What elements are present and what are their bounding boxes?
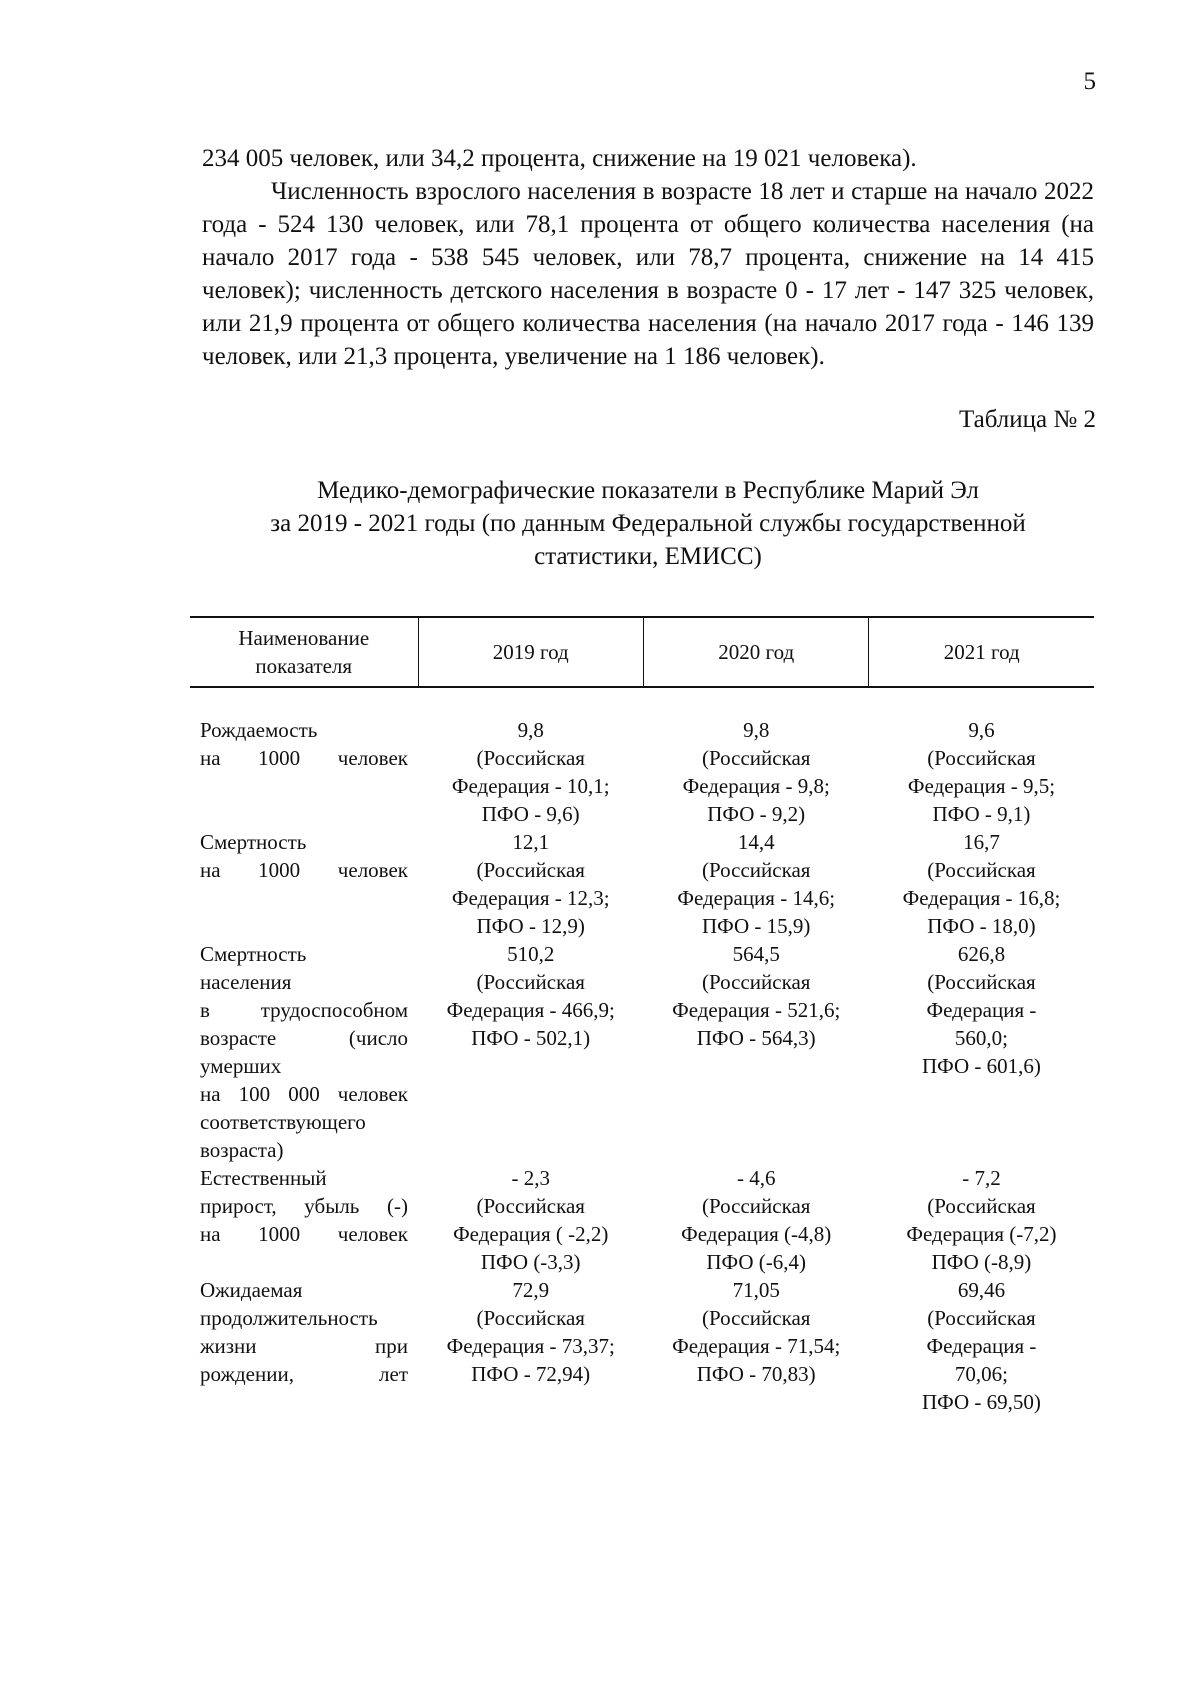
value-cell-2020: [643, 716, 868, 828]
value-line: (Российская: [701, 1194, 811, 1218]
header-year-2020: 2020 год: [643, 617, 868, 687]
indicator-name-line: на 1000 человек: [200, 1222, 408, 1246]
value-line: 626,8: [957, 942, 1006, 966]
table-header-row: [190, 617, 1094, 687]
indicator-name-line: на 1000 человек: [200, 858, 408, 882]
value-line: Федерация -: [926, 998, 1037, 1022]
table-title-line-1: Медико-демографические показатели в Республике Марий Эл: [317, 477, 979, 504]
value-cell-2021: [869, 940, 1094, 1164]
value-line: Федерация - 9,8;: [682, 774, 830, 798]
header-name-line-1: Наименование: [238, 626, 370, 650]
value-line: Федерация - 12,3;: [451, 886, 610, 910]
value-line: Федерация (-7,2): [906, 1222, 1057, 1246]
table-row: [190, 1164, 1094, 1276]
value-line: (Российская: [927, 1194, 1036, 1218]
value-line: ПФО - 72,94): [471, 1362, 591, 1386]
value-line: (Российская: [927, 1306, 1036, 1330]
value-line: - 4,6: [736, 1166, 776, 1190]
spacer-cell: [190, 687, 1094, 716]
value-line: Федерация (-4,8): [681, 1222, 832, 1246]
value-line: 560,0;: [954, 1026, 1009, 1050]
page-number: 5: [1083, 68, 1096, 95]
value-line: Федерация - 16,8;: [902, 886, 1061, 910]
value-line: - 2,3: [511, 1166, 550, 1190]
value-line: ПФО - 18,0): [927, 914, 1036, 938]
indicator-name-line: в трудоспособном: [200, 998, 408, 1022]
value-cell-2019: [418, 1276, 643, 1416]
value-line: ПФО - 69,50): [922, 1390, 1041, 1414]
value-line: 14,4: [737, 830, 775, 854]
value-line: 12,1: [512, 830, 550, 854]
value-line: ПФО (-6,4): [706, 1250, 807, 1274]
header-indicator-name: [190, 617, 418, 687]
value-line: ПФО - 12,9): [476, 914, 585, 938]
value-line: Федерация - 10,1;: [451, 774, 610, 798]
value-line: (Российская: [701, 970, 811, 994]
header-name-line-2: показателя: [255, 654, 353, 678]
indicator-name-line: возраста): [200, 1138, 284, 1162]
paragraph-2: Численность взрослого населения в возрасте 18 лет и старше на начало 2022 года - 524 130 человек, или 78,1 процента от общего количества населения (на начало 2017 года - 538 545 человек, или 78,7 процента, снижение на 14 415 человек); численность детского населения в возрасте 0 - 17 лет - 147 325 человек, или 21,9 процента от общего количества населения (на начало 2017 года - 146 139 человек, или 21,3 процента, увеличение на 1 186 человек).: [202, 178, 1094, 370]
value-line: Федерация ( -2,2): [453, 1222, 609, 1246]
value-line: (Российская: [476, 858, 585, 882]
value-line: 564,5: [732, 942, 780, 966]
value-line: Федерация - 14,6;: [677, 886, 836, 910]
value-line: (Российская: [927, 858, 1036, 882]
indicator-name-line: возрасте (число: [200, 1026, 408, 1050]
value-line: Федерация - 521,6;: [672, 998, 841, 1022]
value-line: 9,8: [743, 718, 770, 742]
value-cell-2021: [869, 1276, 1094, 1416]
value-cell-2019: [418, 1164, 643, 1276]
value-cell-2019: [418, 828, 643, 940]
indicator-name-line: продолжительность: [200, 1306, 378, 1330]
table-row: [190, 940, 1094, 1164]
table-title-line-3: статистики, ЕМИСС): [534, 543, 762, 570]
value-line: ПФО - 15,9): [701, 914, 811, 938]
table-label: Таблица № 2: [958, 406, 1096, 433]
value-cell-2019: [418, 940, 643, 1164]
indicator-name-line: Смертность: [200, 942, 307, 966]
value-cell-2020: [643, 1276, 868, 1416]
value-line: ПФО - 70,83): [696, 1362, 816, 1386]
value-line: ПФО - 9,6): [481, 802, 580, 826]
indicator-name-cell: [190, 1276, 418, 1416]
value-line: (Российская: [476, 1306, 585, 1330]
table-spacer-row: [190, 687, 1094, 716]
value-line: 72,9: [512, 1278, 550, 1302]
indicator-name-cell: [190, 828, 418, 940]
indicator-name-line: на 100 000 человек: [200, 1082, 408, 1106]
value-line: 69,46: [957, 1278, 1006, 1302]
indicator-name-line: населения: [200, 970, 292, 994]
indicator-name-cell: [190, 940, 418, 1164]
value-line: (Российская: [927, 970, 1036, 994]
header-year-2021: 2021 год: [869, 617, 1094, 687]
value-cell-2020: [643, 828, 868, 940]
value-line: 71,05: [732, 1278, 780, 1302]
indicator-name-line: прирост, убыль (-): [200, 1194, 408, 1218]
value-line: Федерация - 71,54;: [672, 1334, 841, 1358]
value-line: 510,2: [507, 942, 555, 966]
table-row: [190, 716, 1094, 828]
value-line: Федерация -: [926, 1334, 1037, 1358]
value-line: - 7,2: [962, 1166, 1001, 1190]
indicator-name-line: умерших: [200, 1054, 282, 1078]
value-line: ПФО (-8,9): [931, 1250, 1032, 1274]
value-line: (Российская: [476, 1194, 585, 1218]
indicator-name-line: Смертность: [200, 830, 307, 854]
demographics-table: [190, 616, 1094, 1416]
indicator-name-line: Рождаемость: [200, 718, 318, 742]
value-cell-2021: [869, 716, 1094, 828]
indicator-name-line: Ожидаемая: [200, 1278, 303, 1302]
value-line: 16,7: [963, 830, 1000, 854]
value-line: (Российская: [927, 746, 1036, 770]
value-line: (Российская: [476, 970, 585, 994]
value-line: ПФО - 601,6): [922, 1054, 1041, 1078]
value-cell-2020: [643, 1164, 868, 1276]
value-cell-2021: [869, 828, 1094, 940]
indicator-name-line: на 1000 человек: [200, 746, 408, 770]
value-line: 70,06;: [954, 1362, 1009, 1386]
value-line: Федерация - 73,37;: [446, 1334, 615, 1358]
table-row: [190, 828, 1094, 940]
value-cell-2021: [869, 1164, 1094, 1276]
value-line: Федерация - 466,9;: [446, 998, 615, 1022]
value-line: (Российская: [701, 1306, 811, 1330]
value-line: (Российская: [476, 746, 585, 770]
paragraph-1: 234 005 человек, или 34,2 процента, снижение на 19 021 человека).: [202, 145, 917, 172]
value-line: 9,8: [517, 718, 544, 742]
table-body: [190, 687, 1094, 1416]
table-title: [196, 474, 1100, 573]
value-line: ПФО - 9,1): [932, 802, 1031, 826]
value-cell-2020: [643, 940, 868, 1164]
value-line: ПФО - 502,1): [471, 1026, 591, 1050]
indicator-name-cell: [190, 716, 418, 828]
value-line: ПФО - 9,2): [707, 802, 806, 826]
indicator-name-line: соответствующего: [200, 1110, 366, 1134]
value-line: Федерация - 9,5;: [907, 774, 1056, 798]
value-line: ПФО (-3,3): [480, 1250, 581, 1274]
value-line: (Российская: [701, 746, 811, 770]
value-line: 9,6: [968, 718, 995, 742]
indicator-name-cell: [190, 1164, 418, 1276]
table-row: [190, 1276, 1094, 1416]
value-line: (Российская: [701, 858, 811, 882]
value-cell-2019: [418, 716, 643, 828]
indicator-name-line: Естественный: [200, 1166, 327, 1190]
indicator-name-line: рождении, лет: [200, 1362, 408, 1386]
indicator-name-line: жизни при: [200, 1334, 408, 1358]
header-year-2019: 2019 год: [418, 617, 643, 687]
table-title-line-2: за 2019 - 2021 годы (по данным Федеральной службы государственной: [270, 510, 1026, 537]
value-line: ПФО - 564,3): [696, 1026, 816, 1050]
